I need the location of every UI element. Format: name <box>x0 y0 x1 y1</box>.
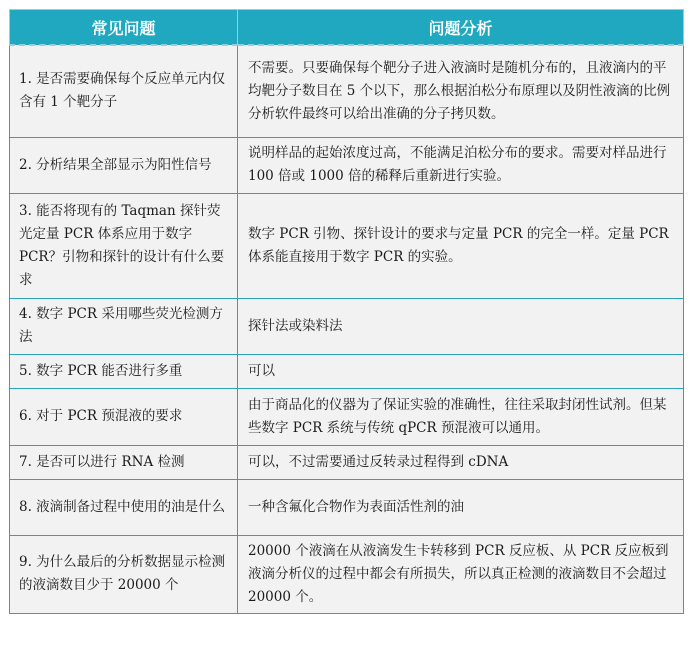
table-row <box>10 445 684 479</box>
question-cell: 2. 分析结果全部显示为阳性信号 <box>10 137 238 193</box>
faq-table-container <box>9 9 683 614</box>
answer-cell: 可以，不过需要通过反转录过程得到 cDNA <box>238 445 684 479</box>
header-problem-analysis: 问题分析 <box>238 10 684 46</box>
header-common-questions: 常见问题 <box>10 10 238 46</box>
question-cell: 6. 对于 PCR 预混液的要求 <box>10 388 238 445</box>
question-cell: 1. 是否需要确保每个反应单元内仅含有 1 个靶分子 <box>10 45 238 137</box>
faq-table <box>9 9 684 614</box>
answer-cell: 由于商品化的仪器为了保证实验的准确性，往往采取封闭性试剂。但某些数字 PCR 系统与传统 qPCR 预混液可以通用。 <box>238 388 684 445</box>
answer-cell: 20000 个液滴在从液滴发生卡转移到 PCR 反应板、从 PCR 反应板到液滴分析仪的过程中都会有所损失，所以真正检测的液滴数目不会超过 20000 个。 <box>238 535 684 613</box>
table-row <box>10 354 684 388</box>
question-cell: 5. 数字 PCR 能否进行多重 <box>10 354 238 388</box>
table-row <box>10 45 684 137</box>
answer-cell: 探针法或染料法 <box>238 298 684 354</box>
question-cell: 3. 能否将现有的 Taqman 探针荧光定量 PCR 体系应用于数字 PCR？引物和探针的设计有什么要求 <box>10 193 238 298</box>
question-cell: 9. 为什么最后的分析数据显示检测的液滴数目少于 20000 个 <box>10 535 238 613</box>
question-cell: 4. 数字 PCR 采用哪些荧光检测方法 <box>10 298 238 354</box>
table-row <box>10 535 684 613</box>
answer-cell: 不需要。只要确保每个靶分子进入液滴时是随机分布的，且液滴内的平均靶分子数目在 5 个以下，那么根据泊松分布原理以及阴性液滴的比例分析软件最终可以给出准确的分子拷贝数。 <box>238 45 684 137</box>
table-row <box>10 479 684 535</box>
question-cell: 8. 液滴制备过程中使用的油是什么 <box>10 479 238 535</box>
answer-cell: 一种含氟化合物作为表面活性剂的油 <box>238 479 684 535</box>
answer-cell: 数字 PCR 引物、探针设计的要求与定量 PCR 的完全一样。定量 PCR 体系能直接用于数字 PCR 的实验。 <box>238 193 684 298</box>
header-row <box>10 10 684 46</box>
answer-cell: 可以 <box>238 354 684 388</box>
table-row <box>10 388 684 445</box>
table-row <box>10 298 684 354</box>
answer-cell: 说明样品的起始浓度过高，不能满足泊松分布的要求。需要对样品进行 100 倍或 1000 倍的稀释后重新进行实验。 <box>238 137 684 193</box>
table-row <box>10 193 684 298</box>
question-cell: 7. 是否可以进行 RNA 检测 <box>10 445 238 479</box>
table-row <box>10 137 684 193</box>
